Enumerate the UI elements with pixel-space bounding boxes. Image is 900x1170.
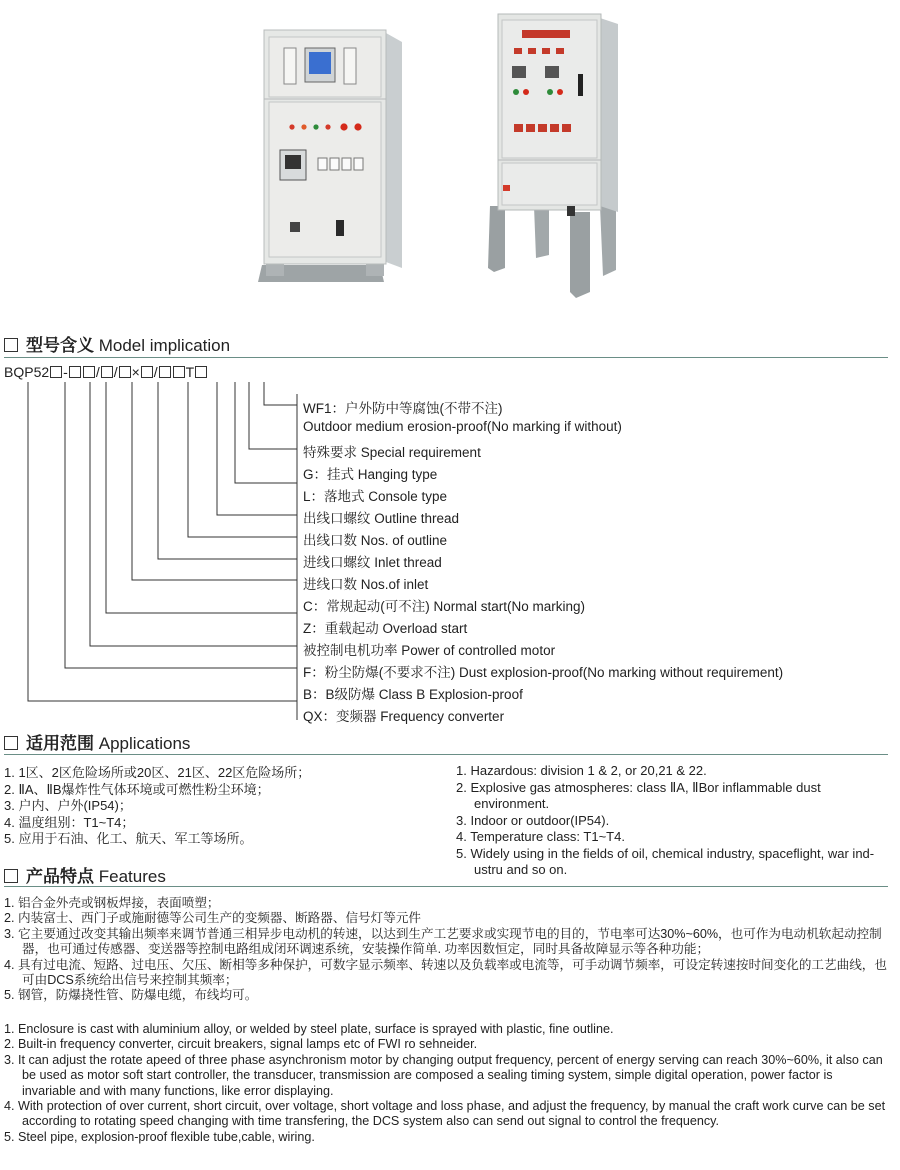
list-item: 4. 具有过电流、短路、过电压、欠压、断相等多种保护，可数字显示频率、转速以及负载率或电流等，可手动调节频率，可设定转速按时间变化的工艺曲线，也可由DCS系统给出信号来控制其频率； — [4, 957, 887, 988]
list-item: 5. Widely using in the fields of oil, chemical industry, spaceflight, war ind-ustru and so on. — [456, 845, 875, 877]
applications-list-zh — [4, 765, 444, 848]
model-label-hanging: G：挂式 Hanging type — [303, 467, 438, 482]
model-label-normal-start: C：常规起动(可不注) Normal start(No marking) — [303, 599, 586, 614]
list-item: 5. Steel pipe, explosion-proof flexible tube,cable, wiring. — [4, 1129, 315, 1144]
model-label-outline-thread: 出线口螺纹 Outline thread — [303, 511, 460, 526]
list-item: 3. Indoor or outdoor(IP54). — [456, 812, 610, 828]
list-item: 2. 内装富士、西门子或施耐德等公司生产的变频器、断路器、信号灯等元件 — [4, 911, 422, 926]
list-item: 5. 应用于石油、化工、航天、军工等场所。 — [4, 831, 253, 846]
model-label-outline-nos: 出线口数 Nos. of outline — [303, 533, 448, 548]
list-item: 2. Explosive gas atmospheres: class ⅡA, ⅡBor inflammable dust environment. — [456, 779, 821, 811]
model-code: BQP52 - / / × / T — [4, 364, 208, 380]
applications-list-en — [456, 763, 892, 879]
list-item: 3. It can adjust the rotate apeed of three phase asynchronism motor by changing output frequency, percent of energy serving can reach 30%~60%, it also can be used as motor soft start controller, the transducer, transmission are composed a sealing timing system, simple digital operation, power factor is invariable and with many functions, like error displaying. — [4, 1052, 883, 1098]
features-heading: 产品特点 Features — [4, 862, 166, 887]
list-item: 3. 它主要通过改变其输出频率来调节普通三相异步电动机的转速，以达到生产工艺要求或实现节电的目的，节电率可达30%~60%，也可作为电动机软起动控制器，也可通过传感器、变送器等控制电路组成闭环调速系统，安装操作简单. 功率因数恒定，同时具备故障显示等各种功能； — [4, 926, 882, 957]
model-label-overload-start: Z：重载起动 Overload start — [303, 621, 468, 636]
model-label-wf1: WF1：户外防中等腐蚀(不带不注) — [303, 401, 503, 416]
model-label-class-b: B：B级防爆 Class B Explosion-proof — [303, 687, 523, 702]
heading-box-icon — [4, 869, 18, 883]
model-label-wf1-en: Outdoor medium erosion-proof(No marking if without) — [303, 419, 622, 434]
section-divider — [4, 886, 888, 887]
list-item: 1. Enclosure is cast with aluminium alloy, or welded by steel plate, surface is sprayed with plastic, fine outline. — [4, 1022, 614, 1036]
list-item: 4. Temperature class: T1~T4. — [456, 829, 625, 844]
model-label-console: L：落地式 Console type — [303, 489, 448, 504]
model-label-motor-power: 被控制电机功率 Power of controlled motor — [303, 643, 556, 658]
list-item: 4. 温度组别：T1~T4； — [4, 814, 135, 830]
list-item: 1. Hazardous: division 1 & 2, or 20,21 & 22. — [456, 763, 707, 778]
model-label-dust-proof: F：粉尘防爆(不要求不注) Dust explosion-proof(No marking without requirement) — [303, 665, 784, 680]
heading-box-icon — [4, 736, 18, 750]
model-label-inlet-nos: 进线口数 Nos.of inlet — [303, 577, 429, 592]
list-item: 5. 钢管，防爆挠性管、防爆电缆，布线均可。 — [4, 988, 258, 1003]
section-divider — [4, 754, 888, 755]
list-item: 2. ⅡA、ⅡB爆炸性气体环境或可燃性粉尘环境； — [4, 781, 270, 797]
list-item: 4. With protection of over current, short circuit, over voltage, short voltage and loss phase, and adjust the frequency, by manual the craft work curve can be set according to rotating speed changing with time transfering, the DCS system also can send out signal to control the frequency. — [4, 1099, 886, 1129]
features-list-en — [4, 1022, 888, 1145]
list-item: 1. 铝合金外壳或钢板焊接，表面喷塑； — [4, 896, 220, 910]
model-implication-heading: 型号含义 Model implication — [4, 331, 230, 356]
list-item: 3. 户内、户外(IP54)； — [4, 798, 132, 813]
applications-heading: 适用范围 Applications — [4, 729, 190, 754]
model-label-inlet-thread: 进线口螺纹 Inlet thread — [303, 555, 442, 570]
features-list-zh — [4, 896, 888, 1004]
model-label-special: 特殊要求 Special requirement — [303, 445, 481, 460]
list-item: 1. 1区、2区危险场所或20区、21区、22区危险场所； — [4, 765, 311, 780]
model-label-frequency-converter: QX：变频器 Frequency converter — [303, 709, 505, 724]
list-item: 2. Built-in frequency converter, circuit breakers, signal lamps etc of FWI ro sehneider. — [4, 1037, 478, 1052]
